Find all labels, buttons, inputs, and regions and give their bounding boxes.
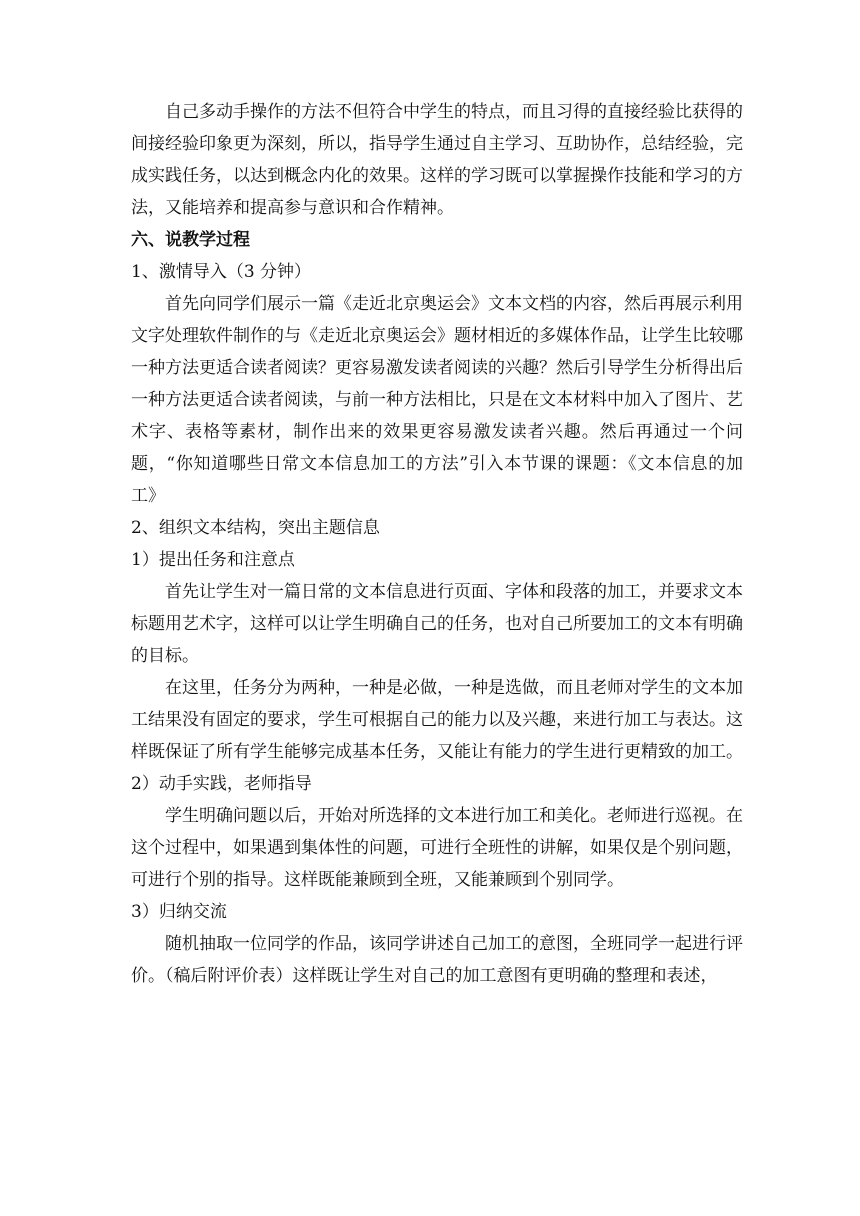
section-heading: 六、说教学过程 [131,230,250,250]
document-page [131,96,743,992]
body-paragraph: 首先向同学们展示一篇《走近北京奥运会》文本文档的内容，然后再展示利用文字处理软件制作的与《走近北京奥运会》题材相近的多媒体作品，让学生比较哪一种方法更适合读者阅读？更容易激发读者阅读的兴趣？然后引导学生分析得出后一种方法更适合读者阅读，与前一种方法相比，只是在文本材料中加入了图片、艺术字、表格等素材，制作出来的效果更容易激发读者兴趣。然后再通过一个问题，“你知道哪些日常文本信息加工的方法”引入本节课的课题：《文本信息的加工》 [131,294,743,506]
subsection-heading: 1、激情导入（3 分钟） [131,262,312,282]
subsection-heading: 3）归纳交流 [131,902,227,922]
body-paragraph: 学生明确问题以后，开始对所选择的文本进行加工和美化。老师进行巡视。在这个过程中，如果遇到集体性的问题，可进行全班性的讲解，如果仅是个别问题，可进行个别的指导。这样既能兼顾到全班，又能兼顾到个别同学。 [131,806,743,890]
body-paragraph: 随机抽取一位同学的作品，该同学讲述自己加工的意图，全班同学一起进行评价。（稿后附评价表）这样既让学生对自己的加工意图有更明确的整理和表述， [131,934,743,986]
subsection-heading: 1）提出任务和注意点 [131,550,295,570]
subsection-heading: 2、组织文本结构，突出主题信息 [131,518,380,538]
subsection-heading: 2）动手实践，老师指导 [131,774,312,794]
body-paragraph: 首先让学生对一篇日常的文本信息进行页面、字体和段落的加工，并要求文本标题用艺术字，这样可以让学生明确自己的任务，也对自己所要加工的文本有明确的目标。 [131,582,743,666]
body-paragraph: 自己多动手操作的方法不但符合中学生的特点，而且习得的直接经验比获得的间接经验印象更为深刻，所以，指导学生通过自主学习、互助协作，总结经验，完成实践任务，以达到概念内化的效果。这样的学习既可以掌握操作技能和学习的方法，又能培养和提高参与意识和合作精神。 [131,102,743,218]
body-paragraph: 在这里，任务分为两种，一种是必做，一种是选做，而且老师对学生的文本加工结果没有固定的要求，学生可根据自己的能力以及兴趣，来进行加工与表达。这样既保证了所有学生能够完成基本任务，又能让有能力的学生进行更精致的加工。 [131,678,743,762]
